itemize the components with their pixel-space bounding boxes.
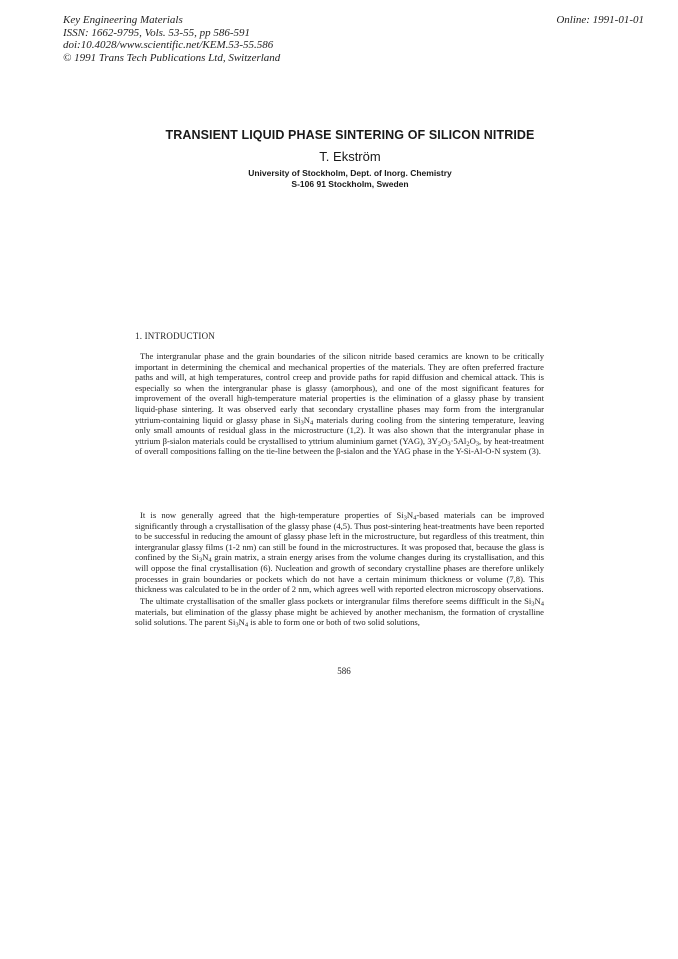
paragraph <box>135 351 544 457</box>
section-heading: 1. INTRODUCTION <box>135 331 215 341</box>
paper-author: T. Ekström <box>319 149 381 164</box>
page-number: 586 <box>337 666 351 676</box>
online-date: Online: 1991-01-01 <box>556 14 644 26</box>
journal-header <box>63 14 280 64</box>
paragraph-text: The ultimate crystallisation of the smaller glass pockets or intergranular films therefore seems diffficult in the $Si_3N_4$ materials, but elimination of the glassy phase might be achieved by another mechanism, the formation of crystalline solid solutions. The parent $Si_3N_4$ is able to form one or both of two solid solutions, <box>135 596 544 629</box>
paragraph-text: The intergranular phase and the grain boundaries of the silicon nitride based ceramics are known to be critically important in determining the chemical and mechanical properties of the materials. They are often preferred fracture paths and will, at high temperatures, control creep and provide paths for rapid diffusion and chemical attack. This is especially so when the intergranular phase is glassy (amorphous), and one of the most significant features for improvement of the overall high-temperature material properties is the elimination of a glassy phase by transient liquid-phase sintering. It was observed early that secondary crystalline phases may form from the intergranular yttrium-containing liquid or glassy phase in $Si_3N_4$ materials during cooling from the sintering temperature, leaving only small amounts of residual glass in the microstructure (1,2). It was also shown that the intergranular phase in yttrium β-sialon materials could be crystallised to yttrium aluminium garnet (YAG), $3Y_2O_3\cdot 5Al_2O_3$, by heat-treatment of overall compositions falling on the tie-line between the β-sialon and the YAG phase in the Y-Si-Al-O-N system (3). <box>135 351 545 457</box>
paragraph <box>135 510 544 595</box>
affiliation-line: University of Stockholm, Dept. of Inorg. Chemistry <box>248 168 452 178</box>
paragraph-text: It is now generally agreed that the high-temperature properties of $Si_3N_4$-based materials can be improved significantly through a crystallisation of the glassy phase (4,5). Thus post-sintering heat-treatments have been reported to be successful in reducing the amount of glassy phase left in the microstructure, but regardless of this treatment, thin intergranular glassy films (1-2 nm) can still be found in the microstructures. It was proposed that, because the glass is confined by the $Si_3N_4$ grain matrix, a strain energy arises from the volume changes during its crystallisation, and this will oppose the final crystallisation (6). Nucleation and growth of secondary crystalline phases are therefore unlikely processes in grain boundaries or pockets which do not have a certain minimum thickness or volume (7,8). This thickness was calculated to be in the order of 2 nm, which agrees well with reported electron microscopy observations. <box>135 510 544 595</box>
paper-title: TRANSIENT LIQUID PHASE SINTERING OF SILICON NITRIDE <box>165 128 535 142</box>
issn-line: ISSN: 1662-9795, Vols. 53-55, pp 586-591 <box>63 26 250 39</box>
copyright-line: © 1991 Trans Tech Publications Ltd, Switzerland <box>63 51 281 64</box>
paragraph <box>135 596 544 628</box>
affiliation <box>22 168 678 190</box>
affiliation-line: S-106 91 Stockholm, Sweden <box>291 179 409 189</box>
title-block <box>0 128 678 190</box>
doi-line[interactable]: doi:10.4028/www.scientific.net/KEM.53-55.586 <box>63 39 274 51</box>
journal-name: Key Engineering Materials <box>63 14 183 26</box>
